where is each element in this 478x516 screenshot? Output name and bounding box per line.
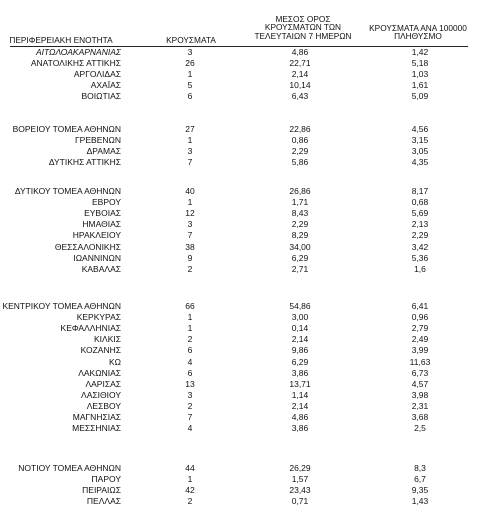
cell-avg: 2,71 (291, 263, 309, 274)
cell-cases: 3 (187, 46, 193, 57)
table-row (0, 219, 478, 230)
table-row (0, 334, 478, 345)
cell-per100k: 3,98 (411, 389, 429, 400)
table-row (0, 124, 478, 135)
cell-region: ΗΡΑΚΛΕΙΟΥ (72, 230, 121, 241)
cell-per100k: 0,96 (411, 312, 429, 323)
cell-avg: 26,29 (289, 463, 311, 473)
table-row (0, 69, 478, 80)
table-row (0, 197, 478, 208)
cell-cases: 2 (187, 263, 193, 274)
cell-per100k: 2,5 (414, 423, 426, 434)
cell-region: ΚΙΛΚΙΣ (94, 334, 121, 345)
cell-cases: 27 (185, 124, 195, 134)
cell-region: ΚΕΡΚΥΡΑΣ (76, 312, 121, 323)
cell-per100k: 2,49 (411, 334, 429, 345)
cell-per100k: 5,09 (411, 90, 429, 101)
table-row (0, 253, 478, 264)
cell-cases: 9 (187, 252, 193, 263)
cell-avg: 2,29 (291, 219, 309, 230)
table-row (0, 474, 478, 485)
table-row (0, 47, 478, 58)
cell-per100k: 8,3 (414, 463, 426, 473)
cell-per100k: 1,6 (414, 263, 426, 274)
cell-per100k: 5,69 (411, 208, 429, 219)
cell-region: ΑΙΤΩΛΟΑΚΑΡΝΑΝΙΑΣ (35, 46, 121, 57)
table-row (0, 264, 478, 275)
cell-region: ΓΡΕΒΕΝΩΝ (75, 135, 121, 146)
cell-per100k: 6,41 (411, 301, 429, 311)
cell-cases: 1 (187, 312, 193, 323)
table-row (0, 157, 478, 168)
table-row (0, 412, 478, 423)
table-row (0, 242, 478, 253)
cell-region: ΚΕΝΤΡΙΚΟΥ ΤΟΜΕΑ ΑΘΗΝΩΝ (2, 301, 121, 311)
cell-cases: 2 (187, 400, 193, 411)
cell-avg: 2,29 (291, 146, 309, 157)
cell-cases: 1 (187, 135, 193, 146)
cell-region: ΔΥΤΙΚΗΣ ΑΤΤΙΚΗΣ (48, 157, 121, 168)
cell-cases: 6 (187, 90, 193, 101)
cell-cases: 66 (185, 301, 195, 311)
table-row (0, 485, 478, 496)
table-row (0, 423, 478, 434)
cell-per100k: 6,73 (411, 367, 429, 378)
cell-cases: 1 (187, 474, 193, 485)
cell-per100k: 4,35 (411, 157, 429, 168)
cell-per100k: 2,13 (411, 219, 429, 230)
cell-per100k: 2,29 (411, 230, 429, 241)
cell-avg: 1,71 (291, 197, 309, 208)
table-row (0, 379, 478, 390)
cell-per100k: 4,57 (411, 378, 429, 389)
table-row (0, 208, 478, 219)
table-row (0, 301, 478, 312)
cell-per100k: 5,18 (411, 57, 429, 68)
cell-avg: 10,14 (289, 79, 311, 90)
table-row (0, 135, 478, 146)
cell-avg: 23,43 (289, 485, 311, 496)
cell-per100k: 2,31 (411, 400, 429, 411)
cell-per100k: 6,7 (414, 474, 426, 485)
cell-avg: 34,00 (289, 241, 311, 252)
cell-cases: 7 (187, 412, 193, 422)
cell-cases: 26 (185, 57, 195, 68)
table-row (0, 390, 478, 401)
cell-per100k: 5,36 (411, 252, 429, 263)
cell-avg: 3,00 (291, 312, 309, 323)
cell-avg: 3,86 (291, 367, 309, 378)
cell-cases: 2 (187, 334, 193, 345)
cell-cases: 5 (187, 79, 193, 90)
cell-avg: 5,86 (291, 157, 309, 168)
cell-region: ΠΑΡΟΥ (91, 474, 121, 485)
cell-region: ΔΡΑΜΑΣ (86, 146, 121, 157)
header-region: ΠΕΡΙΦΕΡΕΙΑΚΗ ΕΝΟΤΗΤΑ (9, 35, 113, 45)
cell-avg: 0,86 (291, 135, 309, 146)
cell-region: ΕΒΡΟΥ (91, 197, 121, 208)
cell-avg: 26,86 (289, 186, 311, 196)
cell-avg: 2,14 (291, 68, 309, 79)
cell-avg: 6,43 (291, 90, 309, 101)
cell-avg: 8,29 (291, 230, 309, 241)
cell-region: ΝΟΤΙΟΥ ΤΟΜΕΑ ΑΘΗΝΩΝ (18, 463, 121, 473)
cell-region: ΜΕΣΣΗΝΙΑΣ (72, 423, 121, 434)
table-row (0, 401, 478, 412)
cell-per100k: 11,63 (409, 356, 431, 367)
cell-per100k: 3,05 (411, 146, 429, 157)
cell-cases: 4 (187, 423, 193, 434)
table-row (0, 58, 478, 69)
cell-region: ΑΝΑΤΟΛΙΚΗΣ ΑΤΤΙΚΗΣ (30, 57, 121, 68)
header-per-100k: ΚΡΟΥΣΜΑΤΑ ΑΝΑ 100000 ΠΛΗΘΥΣΜΟ (369, 23, 467, 42)
cell-cases: 42 (185, 485, 195, 496)
cell-region: ΛΑΡΙΣΑΣ (85, 378, 121, 389)
cell-cases: 1 (187, 323, 193, 334)
cell-region: ΑΡΓΟΛΙΔΑΣ (73, 68, 121, 79)
table-row (0, 230, 478, 241)
table-row (0, 463, 478, 474)
cell-avg: 8,43 (291, 208, 309, 219)
cell-cases: 2 (187, 496, 193, 507)
table-row (0, 80, 478, 91)
cell-region: ΘΕΣΣΑΛΟΝΙΚΗΣ (54, 241, 121, 252)
cell-region: ΛΕΣΒΟΥ (86, 400, 121, 411)
cell-per100k: 3,15 (411, 135, 429, 146)
cell-per100k: 8,17 (411, 186, 429, 196)
cell-avg: 0,14 (291, 323, 309, 334)
cell-cases: 7 (187, 157, 193, 168)
cell-cases: 13 (185, 378, 195, 389)
cell-cases: 38 (185, 241, 195, 252)
cell-avg: 13,71 (289, 378, 311, 389)
cell-cases: 7 (187, 230, 193, 241)
cell-per100k: 0,68 (411, 197, 429, 208)
cell-cases: 12 (185, 208, 195, 219)
cell-cases: 3 (187, 219, 193, 230)
cell-per100k: 3,42 (411, 241, 429, 252)
cell-region: ΚΩ (108, 356, 121, 367)
table-row (0, 496, 478, 507)
cell-cases: 6 (187, 367, 193, 378)
cell-region: ΜΑΓΝΗΣΙΑΣ (72, 412, 121, 422)
table-row (0, 345, 478, 356)
cell-per100k: 3,68 (411, 412, 429, 422)
cell-region: ΒΟΡΕΙΟΥ ΤΟΜΕΑ ΑΘΗΝΩΝ (12, 124, 121, 134)
cell-cases: 4 (187, 356, 193, 367)
table-row (0, 91, 478, 102)
cell-cases: 3 (187, 146, 193, 157)
cell-cases: 6 (187, 345, 193, 356)
cell-per100k: 3,99 (411, 345, 429, 356)
cell-cases: 1 (187, 68, 193, 79)
cell-avg: 1,57 (291, 474, 309, 485)
cell-region: ΚΑΒΑΛΑΣ (81, 263, 121, 274)
cell-per100k: 1,03 (411, 68, 429, 79)
cell-avg: 6,29 (291, 252, 309, 263)
cell-avg: 2,14 (291, 400, 309, 411)
cell-avg: 3,86 (291, 423, 309, 434)
cell-region: ΕΥΒΟΙΑΣ (84, 208, 121, 219)
cell-region: ΒΟΙΩΤΙΑΣ (81, 90, 121, 101)
cell-per100k: 1,61 (411, 79, 429, 90)
cell-avg: 9,86 (291, 345, 309, 356)
cell-cases: 1 (187, 197, 193, 208)
cell-region: ΛΑΣΙΘΙΟΥ (81, 389, 121, 400)
cell-region: ΔΥΤΙΚΟΥ ΤΟΜΕΑ ΑΘΗΝΩΝ (14, 186, 121, 196)
cell-avg: 54,86 (289, 301, 311, 311)
cell-region: ΙΩΑΝΝΙΝΩΝ (73, 252, 121, 263)
table-row (0, 186, 478, 197)
header-cases: ΚΡΟΥΣΜΑΤΑ (166, 35, 216, 45)
table-row (0, 357, 478, 368)
cell-avg: 4,86 (291, 46, 309, 57)
cell-cases: 40 (185, 186, 195, 196)
cell-region: ΠΕΙΡΑΙΩΣ (82, 485, 121, 496)
cell-region: ΚΟΖΑΝΗΣ (80, 345, 121, 356)
cell-avg: 22,86 (289, 124, 311, 134)
cell-per100k: 9,35 (411, 485, 429, 496)
cell-per100k: 1,42 (411, 46, 429, 57)
cell-avg: 6,29 (291, 356, 309, 367)
cell-avg: 22,71 (289, 57, 311, 68)
table-row (0, 323, 478, 334)
cell-avg: 4,86 (291, 412, 309, 422)
table-row (0, 368, 478, 379)
cell-avg: 1,14 (291, 389, 309, 400)
cell-region: ΠΕΛΛΑΣ (86, 496, 121, 507)
cell-region: ΚΕΦΑΛΛΗΝΙΑΣ (60, 323, 121, 334)
header-avg-7-days: ΜΕΣΟΣ ΟΡΟΣ ΚΡΟΥΣΜΑΤΩΝ ΤΩΝ ΤΕΛΕΥΤΑΙΩΝ 7 ΗΜΕΡΩΝ (254, 14, 352, 41)
cell-per100k: 1,43 (411, 496, 429, 507)
table-row (0, 146, 478, 157)
cell-avg: 2,14 (291, 334, 309, 345)
cell-avg: 0,71 (291, 496, 309, 507)
cell-per100k: 2,79 (411, 323, 429, 334)
cell-cases: 3 (187, 389, 193, 400)
cell-region: ΗΜΑΘΙΑΣ (82, 219, 121, 230)
table-row (0, 312, 478, 323)
cell-cases: 44 (185, 463, 195, 473)
cell-region: ΑΧΑΪΑΣ (90, 79, 121, 90)
cell-region: ΛΑΚΩΝΙΑΣ (78, 367, 121, 378)
cell-per100k: 4,56 (411, 124, 429, 134)
